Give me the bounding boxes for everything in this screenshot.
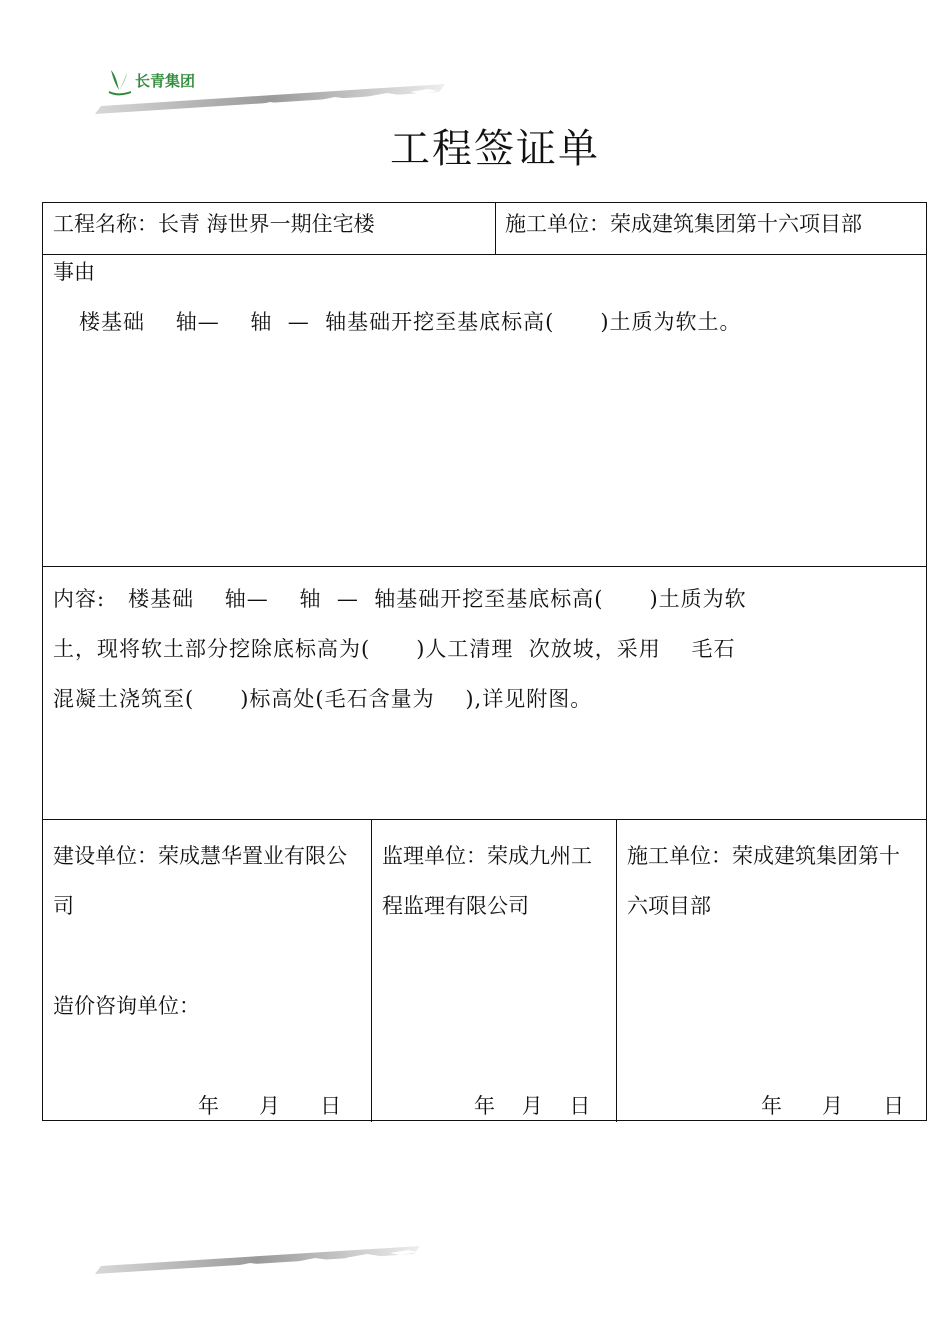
visa-form-table [42,202,927,1121]
company-logo [95,64,445,116]
supervisor-unit-line1: 监理单位：荣成九州工 [382,844,592,868]
column-divider [616,819,617,1122]
owner-signature-block [53,831,368,1131]
owner-unit-line2: 司 [53,894,74,918]
contractor-unit-line2: 六项目部 [627,894,711,918]
contractor-signature-block [627,831,919,1131]
project-name: 工程名称：长青 海世界一期住宅楼 [53,212,375,236]
reason-text: 楼基础 轴— 轴 — 轴基础开挖至基底标高( )土质为软土。 [79,310,742,334]
supervisor-signature-block [382,831,612,1131]
leaf-v-logo-icon [109,70,131,94]
footer-stripe-graphic [95,1238,420,1276]
reason-label: 事由 [53,260,95,284]
content-line: 混凝土浇筑至( )标高处(毛石含量为 ),详见附图。 [53,687,593,711]
content-section [53,574,919,724]
column-divider [371,819,372,1122]
content-line: 土，现将软土部分挖除底标高为( )人工清理 次放坡，采用 毛石 [53,637,736,661]
column-divider [495,203,496,254]
owner-unit-line1: 建设单位：荣成慧华置业有限公 [53,844,347,868]
supervisor-unit-line2: 程监理有限公司 [382,894,529,918]
document-title: 工程签证单 [390,126,600,172]
row-divider [43,566,926,567]
content-line: 内容: 楼基础 轴— 轴 — 轴基础开挖至基底标高( )土质为软 [53,587,747,611]
contractor-date: 年 月 日 [761,1094,905,1118]
brand-name: 长青集团 [135,72,196,90]
row-divider [43,254,926,255]
contractor-unit-line1: 施工单位：荣成建筑集团第十 [627,844,900,868]
construction-unit: 施工单位：荣成建筑集团第十六项目部 [505,212,862,236]
supervisor-date: 年 月 日 [474,1094,591,1118]
row-divider [43,819,926,820]
owner-date: 年 月 日 [198,1094,342,1118]
cost-consult-unit: 造价咨询单位： [53,994,200,1018]
